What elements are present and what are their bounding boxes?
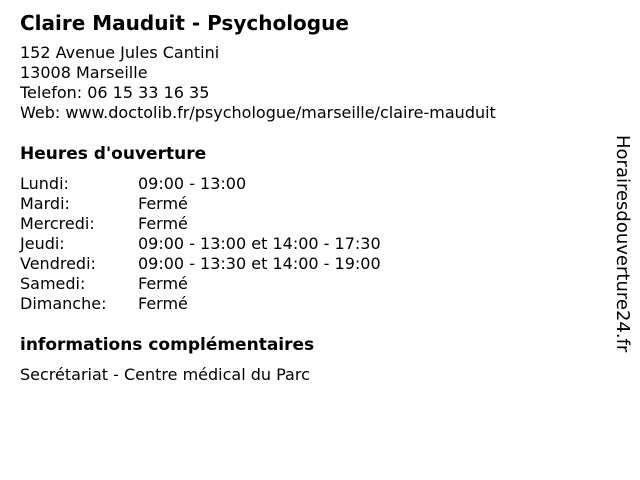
day-label: Vendredi: bbox=[20, 254, 96, 273]
hours-row-saturday bbox=[20, 274, 600, 294]
site-watermark: Horairesdouverture24.fr bbox=[612, 135, 633, 353]
business-card bbox=[20, 10, 600, 385]
day-label: Jeudi: bbox=[20, 234, 65, 253]
hours-row-tuesday bbox=[20, 194, 600, 214]
page-title: Claire Mauduit - Psychologue bbox=[20, 11, 349, 35]
day-label: Dimanche: bbox=[20, 294, 107, 313]
day-hours: Fermé bbox=[138, 214, 188, 233]
day-hours: 09:00 - 13:30 et 14:00 - 19:00 bbox=[138, 254, 381, 273]
contact-block bbox=[20, 43, 600, 123]
address-city: 13008 Marseille bbox=[20, 63, 148, 82]
day-label: Mercredi: bbox=[20, 214, 95, 233]
hours-row-wednesday bbox=[20, 214, 600, 234]
day-hours: 09:00 - 13:00 et 14:00 - 17:30 bbox=[138, 234, 381, 253]
address-street: 152 Avenue Jules Cantini bbox=[20, 43, 220, 62]
day-hours: Fermé bbox=[138, 294, 188, 313]
additional-info-text: Secrétariat - Centre médical du Parc bbox=[20, 365, 310, 384]
day-hours: 09:00 - 13:00 bbox=[138, 174, 247, 193]
day-label: Lundi: bbox=[20, 174, 69, 193]
phone-line: Telefon: 06 15 33 16 35 bbox=[20, 83, 210, 102]
hours-row-monday bbox=[20, 174, 600, 194]
opening-hours-table bbox=[20, 174, 600, 314]
day-label: Mardi: bbox=[20, 194, 70, 213]
hours-row-sunday bbox=[20, 294, 600, 314]
day-hours: Fermé bbox=[138, 274, 188, 293]
additional-info-heading: informations complémentaires bbox=[20, 335, 315, 355]
day-hours: Fermé bbox=[138, 194, 188, 213]
hours-row-friday bbox=[20, 254, 600, 274]
day-label: Samedi: bbox=[20, 274, 86, 293]
hours-row-thursday bbox=[20, 234, 600, 254]
opening-hours-heading: Heures d'ouverture bbox=[20, 144, 207, 164]
website-line: Web: www.doctolib.fr/psychologue/marseille/claire-mauduit bbox=[20, 103, 496, 122]
